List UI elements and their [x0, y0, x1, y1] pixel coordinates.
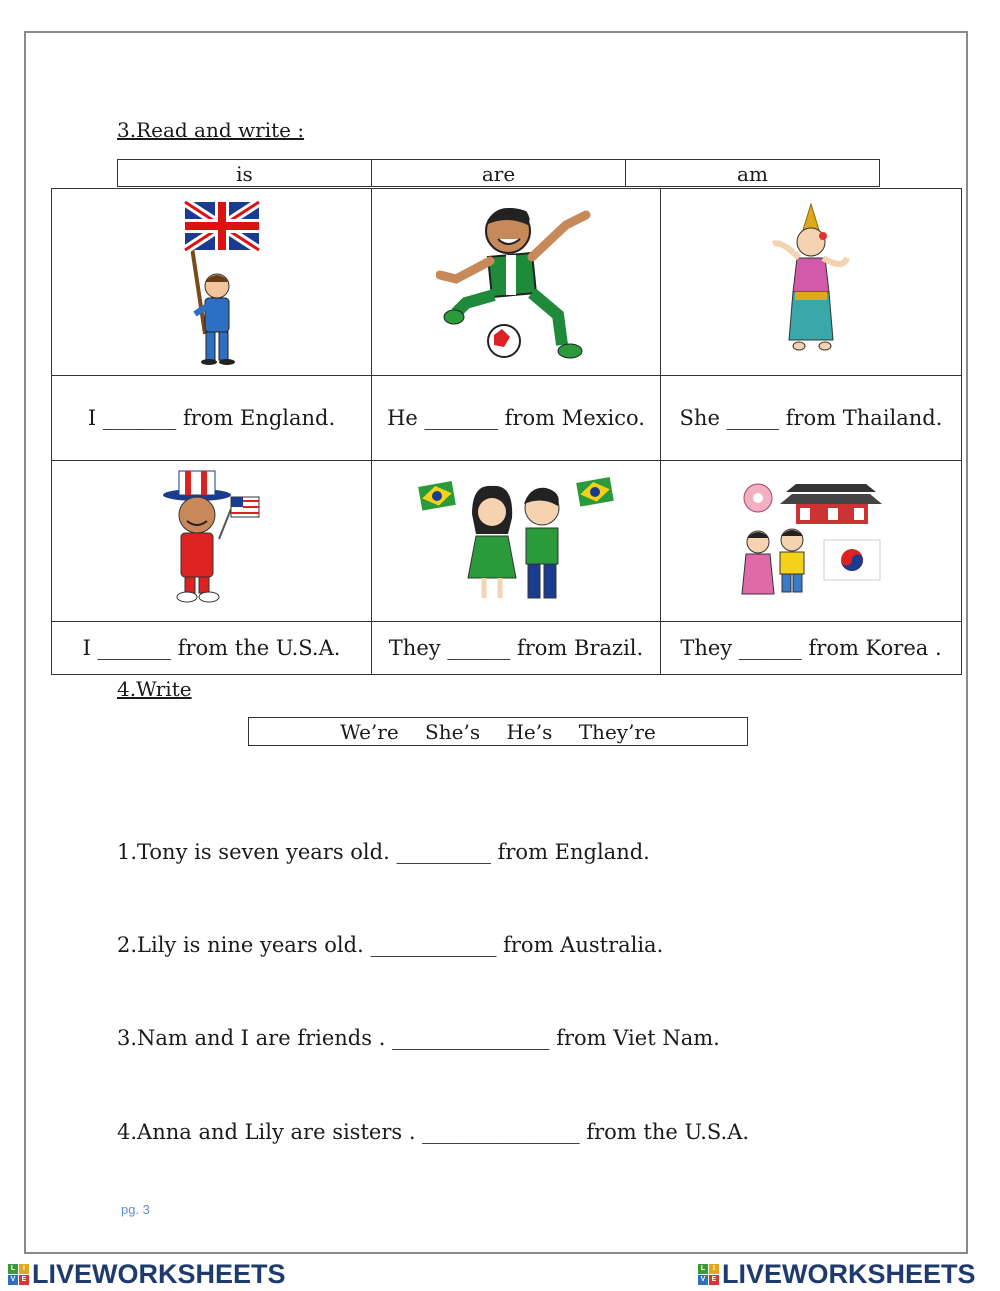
sentence-cell: She _____ from Thailand.: [661, 376, 962, 461]
liveworksheets-logo-left[interactable]: [8, 1259, 286, 1290]
exercise-sentence-3: 3.Nam and I are friends . _______________ from Viet Nam.: [117, 1026, 720, 1050]
brazilian-kids-with-flags-icon: [416, 474, 616, 604]
thai-dancer-girl-icon: [751, 200, 871, 360]
liveworksheets-logo-right[interactable]: [698, 1259, 976, 1290]
picture-cell: [52, 189, 372, 376]
exercise-sentence-1: 1.Tony is seven years old. _________ from England.: [117, 840, 650, 864]
picture-cell: [661, 461, 962, 622]
sentence-cell: I _______ from the U.S.A.: [52, 622, 372, 675]
exercise-sentence-2: 2.Lily is nine years old. ____________ from Australia.: [117, 933, 664, 957]
read-write-grid: [51, 188, 962, 675]
word-bank-item: We’re: [340, 720, 399, 744]
logo-text: LIVEWORKSHEETS: [722, 1259, 976, 1289]
word-bank-item-am: am: [737, 162, 768, 186]
boy-with-uk-flag-icon: [157, 194, 267, 366]
word-bank-item: They’re: [578, 720, 656, 744]
logo-mark-icon: L I V E: [8, 1264, 29, 1285]
mexican-soccer-player-icon: [436, 195, 596, 365]
section4-heading: 4.Write: [117, 677, 192, 701]
picture-cell: [52, 461, 372, 622]
picture-cell: [372, 461, 661, 622]
sentence-cell: He _______ from Mexico.: [372, 376, 661, 461]
word-bank-item-are: are: [372, 160, 626, 186]
word-bank-item-is: is: [118, 160, 372, 186]
boy-in-usa-hat-with-flag-icon: [157, 469, 267, 609]
picture-cell: [661, 189, 962, 376]
page-number: pg. 3: [121, 1202, 150, 1217]
logo-mark-icon: L I V E: [698, 1264, 719, 1285]
logo-text: LIVEWORKSHEETS: [32, 1259, 286, 1289]
exercise-sentence-4: 4.Anna and Lily are sisters . _______________ from the U.S.A.: [117, 1120, 750, 1144]
section3-heading: 3.Read and write :: [117, 118, 305, 142]
sentence-cell: I _______ from England.: [52, 376, 372, 461]
word-bank-item: She’s: [425, 720, 481, 744]
sentence-cell: They ______ from Korea .: [661, 622, 962, 675]
korean-children-palace-flag-icon: [736, 474, 886, 604]
picture-cell: [372, 189, 661, 376]
word-bank-pronouns: [248, 717, 748, 746]
word-bank-item: He’s: [506, 720, 553, 744]
word-bank-be: [117, 159, 880, 187]
sentence-cell: They ______ from Brazil.: [372, 622, 661, 675]
